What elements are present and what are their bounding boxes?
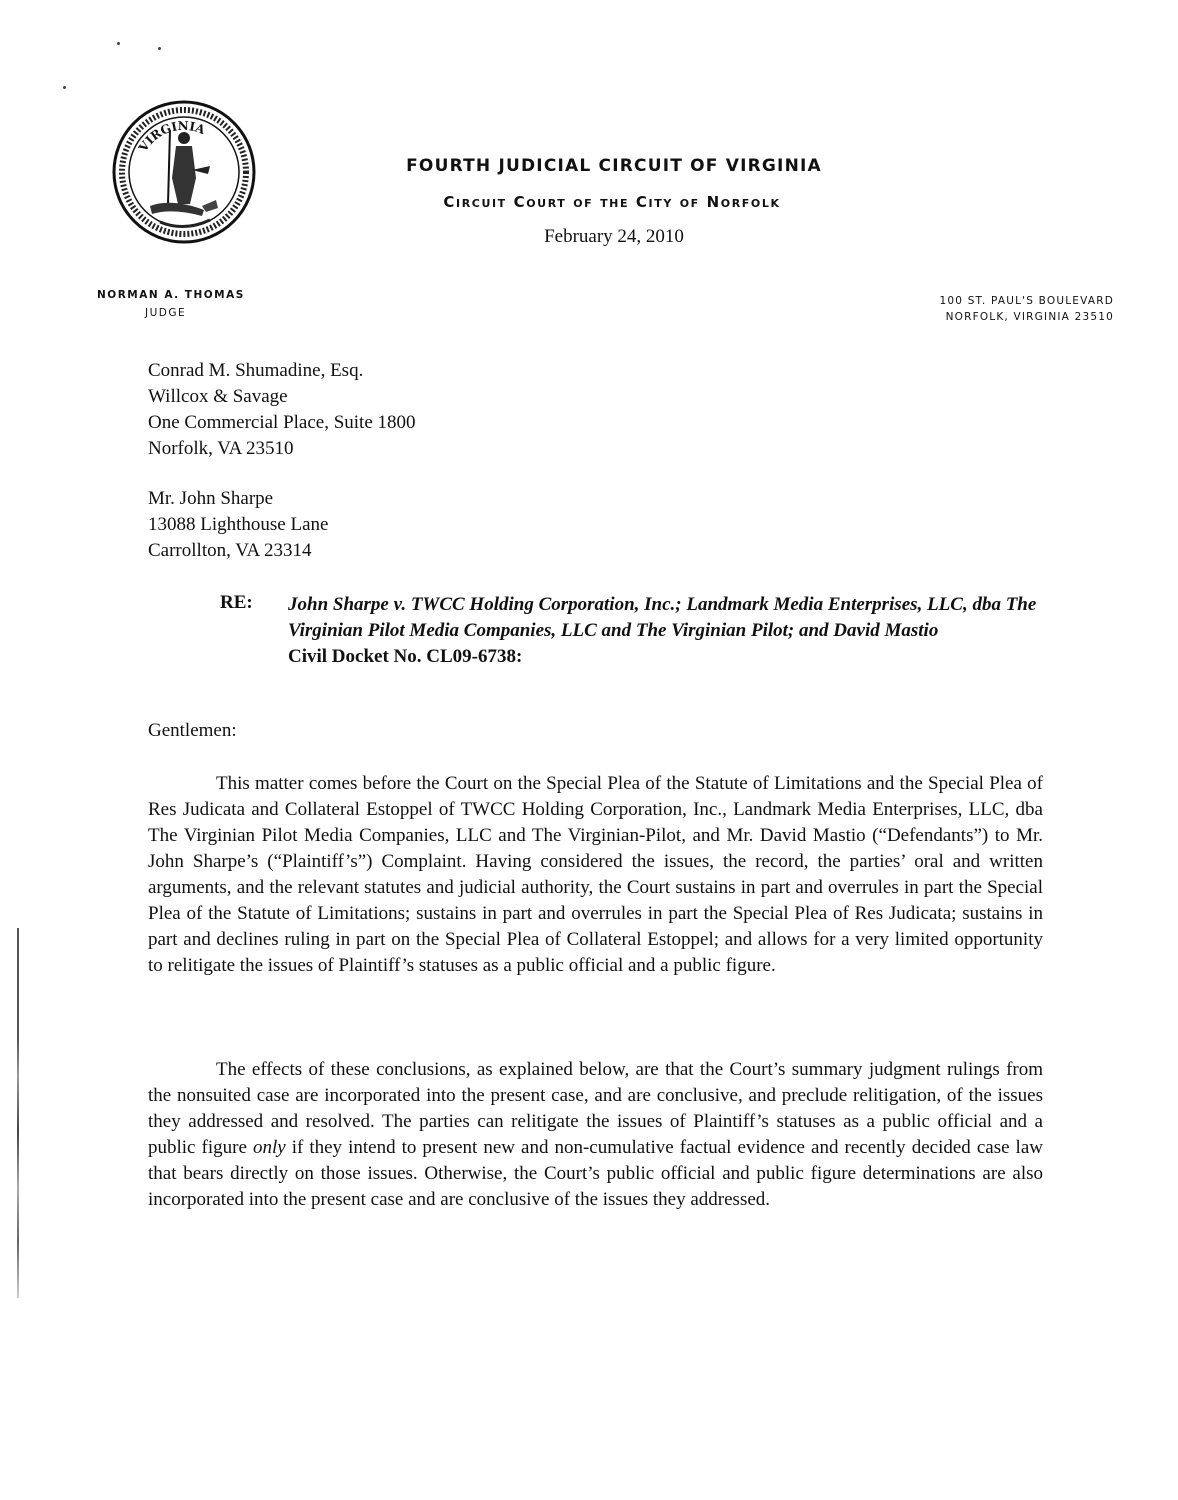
recipient-line: Conrad M. Shumadine, Esq.	[148, 360, 364, 381]
court-address	[940, 293, 1114, 325]
recipient-line: Carrollton, VA 23314	[148, 540, 312, 561]
recipient-line: Norfolk, VA 23510	[148, 438, 294, 459]
recipient-line: One Commercial Place, Suite 1800	[148, 412, 416, 433]
judge-title: JUDGE	[145, 307, 187, 319]
seal-text: VIRGINIA	[135, 118, 207, 155]
judge-name: NORMAN A. THOMAS	[97, 289, 245, 301]
scan-margin-mark	[17, 928, 19, 1298]
emphasis-text: only	[252, 1137, 286, 1158]
circuit-name: Circuit Court of the City of Norfolk	[443, 193, 781, 211]
scan-speck	[158, 47, 161, 50]
recipient-line: Mr. John Sharpe	[148, 488, 274, 509]
recipient-line: 13088 Lighthouse Lane	[148, 514, 329, 535]
paragraph-text: if they intend to present new and non-cumulative factual evidence and recently decided case law that bears directly on those issues. Otherwise, the Court’s public official and public figure determinations are also incorporated into the present case and are conclusive of the issues they addressed.	[148, 1137, 1043, 1210]
body-paragraph: This matter comes before the Court on the Special Plea of the Statute of Limitations and the Special Plea of Res Judicata and Collateral Estoppel of TWCC Holding Corporation, Inc., Landmark Media Enterprises, LLC, dba The Virginian Pilot Media Companies, LLC and The Virginian-Pilot, and Mr. David Mastio (“Defendants”) to Mr. John Sharpe’s (“Plaintiff’s”) Complaint. Having considered the issues, the record, the parties’ oral and written arguments, and the relevant statutes and judicial authority, the Court sustains in part and overrules in part the Special Plea of the Statute of Limitations; sustains in part and overrules in part the Special Plea of Res Judicata; sustains in part and declines ruling in part on the Special Plea of Collateral Estoppel; and allows for a very limited opportunity to relitigate the issues of Plaintiff’s statuses as a public official and a public figure.	[148, 773, 1043, 976]
recipient-line: Willcox & Savage	[148, 386, 288, 407]
re-block	[288, 592, 1048, 670]
recipient-block	[148, 486, 328, 564]
letter-date: February 24, 2010	[544, 226, 684, 247]
salutation: Gentlemen:	[148, 720, 237, 741]
case-caption: John Sharpe v. TWCC Holding Corporation, Inc.; Landmark Media Enterprises, LLC, dba The Virginian Pilot Media Companies, LLC and The Virginian Pilot; and David Mastio	[288, 594, 1037, 641]
docket-number: Civil Docket No. CL09-6738:	[288, 646, 523, 667]
address-line: NORFOLK, VIRGINIA 23510	[945, 311, 1114, 323]
body-paragraph	[148, 1057, 1043, 1213]
paragraph-text: The effects of these conclusions, as explained below, are that the Court’s summary judgment rulings from the nonsuited case are incorporated into the present case, and are conclusive, and preclude relitigation, of the issues they addressed and resolved. The parties can relitigate the issues of Plaintiff’s statuses as a public official and a public figure	[148, 1059, 1043, 1158]
scan-speck	[117, 42, 120, 45]
address-line: 100 ST. PAUL'S BOULEVARD	[939, 295, 1114, 307]
recipient-block	[148, 358, 416, 462]
court-name: FOURTH JUDICIAL CIRCUIT OF VIRGINIA	[406, 156, 822, 176]
scan-speck	[63, 86, 66, 89]
re-label: RE:	[220, 592, 253, 613]
